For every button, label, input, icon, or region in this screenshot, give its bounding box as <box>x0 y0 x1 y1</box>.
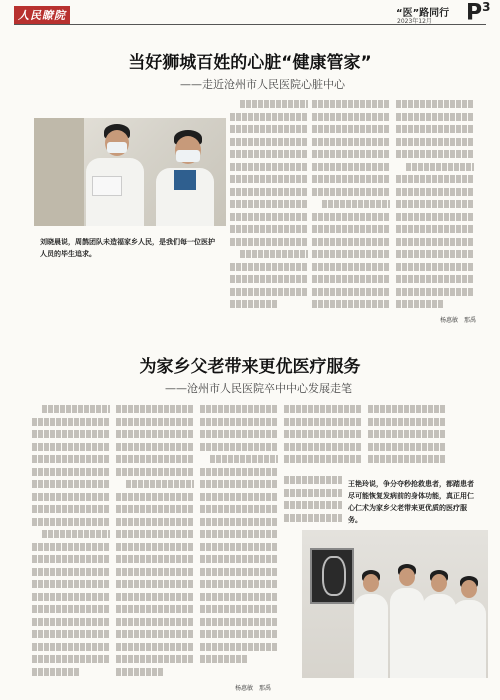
column-name: “医”路同行 <box>396 8 450 19</box>
article1-photo <box>34 118 226 226</box>
article2-text-col-4 <box>284 405 362 475</box>
article2-text-col-4b <box>284 476 342 530</box>
article2-text-col-5 <box>368 405 446 475</box>
issue-date: 2023年12月 <box>397 18 432 25</box>
article1-title: 当好狮城百姓的心脏“健康管家” <box>128 53 372 73</box>
article2-text-col-3 <box>200 405 278 680</box>
page-header <box>0 0 500 30</box>
article1-text-col-3 <box>396 100 474 315</box>
article2-pull-quote: 王艳玲说，争分夺秒抢救患者，都踏患者尽可能恢复发病前的身体功能，真正用仁心仁术为家乡父老带来更优质的医疗服务。 <box>348 479 474 524</box>
article2-text-col-1 <box>32 405 110 685</box>
article2-subtitle: ——沧州市人民医院卒中中心发展走笔 <box>165 382 352 395</box>
article1-text-col-1 <box>230 100 308 315</box>
article1-photo-caption: 刘晓晨说，周鹊团队未造福家乡人民，是我们每一位医护人员的毕生追求。 <box>40 237 215 258</box>
article2-photo <box>302 530 488 678</box>
header-divider <box>14 24 486 25</box>
article2-byline: 杨惠敏 那禹 <box>235 685 272 692</box>
article1-text-col-2 <box>312 100 390 315</box>
article1-byline: 杨惠敏 那禹 <box>440 317 477 324</box>
page-number: $P^3$ <box>466 0 491 26</box>
article2-title: 为家乡父老带来更优医疗服务 <box>139 357 361 377</box>
newspaper-logo: 人民瞭院 <box>14 6 70 24</box>
article1-subtitle: ——走近沧州市人民医院心脏中心 <box>180 78 345 91</box>
article2-text-col-2 <box>116 405 194 685</box>
article2-text-col-6 <box>284 540 298 680</box>
